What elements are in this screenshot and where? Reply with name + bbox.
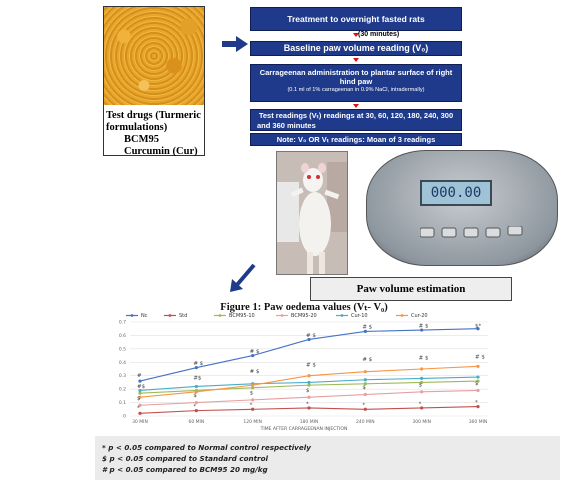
y-tick-label: 0.6 [118, 333, 126, 339]
legend-marker [401, 314, 404, 317]
footnote-standard-control: $ p < 0.05 compared to Standard control [102, 454, 269, 463]
data-point [195, 385, 198, 388]
legend-entry: BCM95-10 [229, 313, 255, 319]
significance-marker: $* [475, 323, 482, 330]
flow-step-test-readings-line-2: and 360 minutes [257, 121, 316, 130]
turmeric-powder-image [104, 7, 204, 105]
significance-marker: # $ [362, 356, 373, 363]
significance-marker: # $ [475, 354, 485, 361]
significance-marker: * [137, 405, 140, 412]
paw-oedema-chart [104, 300, 494, 434]
data-point [420, 367, 423, 370]
test-drugs-line-1: Test drugs (Turmeric [106, 110, 201, 121]
device-display: 000.00 [420, 180, 492, 206]
data-point [251, 398, 254, 401]
significance-marker: # $ [306, 362, 316, 369]
significance-marker: # $ [249, 369, 260, 376]
significance-marker: * [306, 401, 309, 408]
data-point [476, 365, 479, 368]
data-point [364, 378, 367, 381]
legend-entry: Cur-10 [351, 313, 368, 319]
y-tick-label: 0.7 [118, 320, 126, 326]
legend-entry: Cur-20 [411, 313, 428, 319]
footnote-normal-control: * p < 0.05 compared to Normal control respectively [102, 443, 311, 452]
x-tick-label: 300 MIN [412, 420, 431, 425]
significance-marker: # $ [418, 355, 429, 362]
y-tick-label: 0.1 [118, 401, 126, 407]
chart-legend [126, 313, 428, 319]
x-tick-label: 60 MIN [188, 420, 205, 425]
significance-marker: #$ [137, 383, 146, 390]
test-drugs-line-3: BCM95 [124, 134, 159, 145]
legend-entry: Std [179, 313, 188, 319]
arrow-down-left-icon [228, 262, 258, 294]
legend-marker [169, 314, 172, 317]
legend-entry: BCM95-20 [291, 313, 317, 319]
data-point [307, 374, 310, 377]
x-axis-ticks [132, 419, 487, 425]
data-point [138, 412, 141, 415]
legend-marker [131, 314, 134, 317]
data-point [138, 379, 141, 382]
x-tick-label: 360 MIN [468, 420, 488, 425]
flow-step-carrageenan-detail: (0.1 ml of 1% carrageenan in 0.9% NaCl, intradermally) [287, 87, 425, 93]
plethysmometer-device [366, 150, 558, 266]
data-point [307, 396, 310, 399]
data-point [251, 384, 254, 387]
device-buttons [420, 226, 530, 246]
flow-arrow-icon [353, 58, 359, 62]
significance-marker: $ [249, 390, 254, 397]
legend-entry: Nc [141, 313, 148, 319]
legend-marker [219, 314, 222, 317]
significance-marker: $ [137, 395, 141, 402]
x-tick-label: 30 MIN [132, 420, 148, 425]
arrow-right-icon [222, 36, 248, 52]
data-point [420, 390, 423, 393]
y-tick-label: 0.4 [118, 360, 126, 366]
flow-step-test-readings-line-1: Test readings (Vₜ) readings at 30, 60, 120, 180, 240, 300 [258, 111, 454, 120]
flow-step-carrageenan-line-2: hind paw [339, 77, 373, 86]
significance-marker: * [475, 399, 478, 406]
significance-marker: * [249, 402, 253, 409]
significance-marker: # $ [362, 324, 373, 331]
data-point [476, 375, 479, 378]
significance-marker: # [137, 373, 142, 380]
significance-marker: # $ [249, 348, 260, 355]
x-tick-label: 180 MIN [299, 420, 319, 425]
flow-step-carrageenan-line-1: Carrageenan administration to plantar surface of right [259, 68, 453, 77]
footnotes [95, 436, 560, 480]
test-drugs-label [106, 110, 204, 158]
flow-step-baseline: Baseline paw volume reading (V₀) [250, 41, 462, 56]
legend-marker [341, 314, 344, 317]
data-point [420, 377, 423, 380]
significance-marker: #$ [193, 375, 202, 382]
y-tick-label: 0 [123, 414, 126, 420]
flow-step-test-readings [250, 109, 462, 131]
y-tick-label: 0.2 [118, 387, 126, 393]
chart-series [138, 324, 479, 415]
significance-marker: * [193, 403, 197, 410]
flow-step-treatment: Treatment to overnight fasted rats [250, 7, 462, 31]
significance-marker: $ [418, 382, 423, 389]
significance-marker: * [418, 401, 422, 408]
flow-interval-label: (30 minutes) [358, 31, 400, 38]
significance-marker: $ [193, 393, 197, 400]
paw-volume-label: Paw volume estimation [310, 277, 512, 301]
x-axis-label: TIME AFTER CARRAGEENAN INJECTION [260, 427, 348, 432]
significance-marker: $ [306, 387, 310, 394]
data-point [364, 370, 367, 373]
rat-photo [276, 151, 348, 275]
significance-marker: * [362, 402, 366, 409]
chart-title: Figure 1: Paw oedema values (Vₜ- V₀) [220, 302, 388, 313]
legend-marker [281, 314, 284, 317]
significance-marker: $ [362, 385, 366, 392]
flow-note: Note: V₀ OR Vₜ readings: Moan of 3 readings [250, 133, 462, 146]
y-axis-ticks [119, 320, 126, 420]
data-point [364, 393, 367, 396]
footnote-bcm95: # p < 0.05 compared to BCM95 20 mg/kg [102, 465, 268, 474]
significance-marker: # $ [193, 360, 204, 367]
test-drugs-line-2: formulations) [106, 122, 168, 133]
significance-marker: # $ [306, 332, 316, 339]
chart-annotations [137, 323, 485, 411]
data-point [307, 381, 310, 384]
y-tick-label: 0.5 [118, 347, 126, 353]
x-tick-label: 120 MIN [243, 420, 262, 425]
significance-marker: # $ [418, 323, 429, 330]
test-drugs-line-4: Curcumin (Cur) [124, 146, 198, 157]
x-tick-label: 240 MIN [356, 420, 375, 425]
flow-step-carrageenan [250, 64, 462, 102]
flow-arrow-icon [353, 104, 359, 108]
y-tick-label: 0.3 [118, 374, 126, 380]
data-point [476, 389, 479, 392]
significance-marker: $ [475, 381, 479, 388]
rat-illustration [277, 152, 348, 275]
